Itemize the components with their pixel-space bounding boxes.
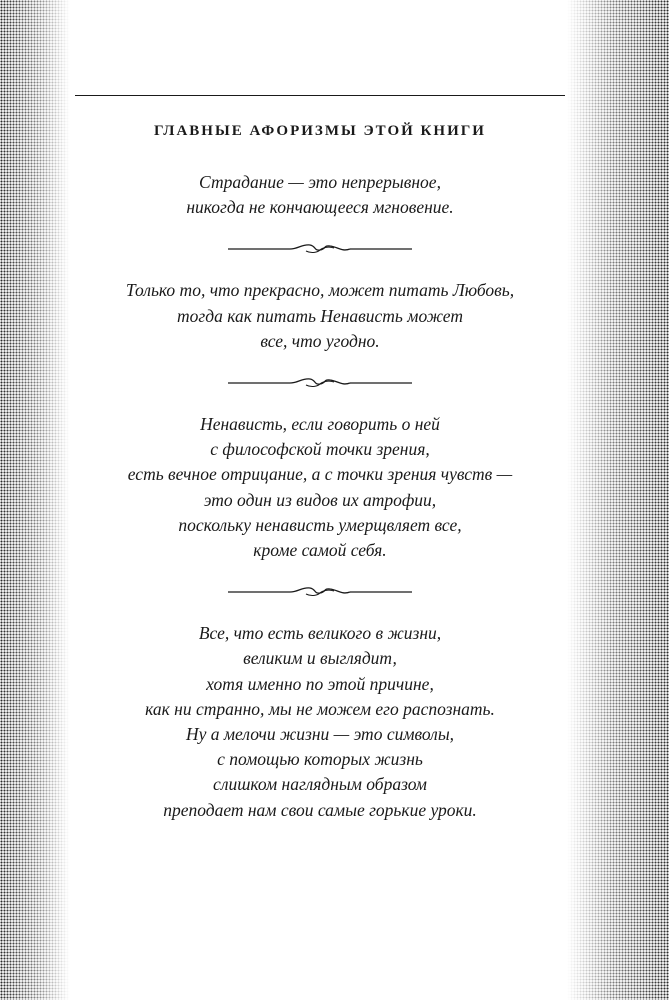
aphorism-3 bbox=[75, 412, 565, 563]
aphorism-2 bbox=[75, 278, 565, 354]
aphorism-line: преподает нам свои самые горькие уроки. bbox=[163, 799, 477, 820]
aphorism-line: хотя именно по этой причине, bbox=[206, 673, 434, 694]
aphorism-line: Ну а мелочи жизни — это символы, bbox=[185, 724, 455, 745]
aphorism-line: есть вечное отрицание, а с точки зрения чувств — bbox=[127, 464, 513, 485]
aphorism-line: поскольку ненависть умерщвляет все, bbox=[178, 514, 462, 535]
aphorism-line: Все, что есть великого в жизни, bbox=[198, 623, 442, 644]
aphorism-line: Ненависть, если говорить о ней bbox=[200, 414, 440, 435]
aphorism-line: с помощью которых жизнь bbox=[217, 749, 423, 770]
aphorism-line: Только то, что прекрасно, может питать Любовь, bbox=[125, 280, 515, 301]
aphorism-line: слишком наглядным образом bbox=[213, 774, 427, 795]
aphorism-1 bbox=[75, 170, 565, 220]
flourish-divider-icon bbox=[228, 585, 412, 599]
right-halftone-border bbox=[567, 0, 669, 1000]
left-halftone-border bbox=[0, 0, 70, 1000]
page-content bbox=[75, 118, 565, 823]
aphorism-4 bbox=[75, 621, 565, 823]
aphorism-line: кроме самой себя. bbox=[253, 540, 387, 561]
flourish-divider-icon bbox=[228, 242, 412, 256]
aphorism-line: тогда как питать Ненависть может bbox=[177, 305, 463, 326]
aphorism-line: Страдание — это непрерывное, bbox=[199, 172, 441, 192]
page-title: ГЛАВНЫЕ АФОРИЗМЫ ЭТОЙ КНИГИ bbox=[154, 123, 486, 139]
aphorism-line: великим и выглядит, bbox=[243, 648, 397, 669]
aphorism-line: все, что угодно. bbox=[260, 330, 380, 351]
aphorism-line: с философской точки зрения, bbox=[210, 439, 430, 460]
aphorism-line: это один из видов их атрофии, bbox=[203, 489, 437, 510]
aphorism-line: как ни странно, мы не можем его распознать. bbox=[145, 698, 495, 719]
top-rule bbox=[75, 95, 565, 96]
aphorism-line: никогда не кончающееся мгновение. bbox=[186, 197, 454, 218]
flourish-divider-icon bbox=[228, 376, 412, 390]
